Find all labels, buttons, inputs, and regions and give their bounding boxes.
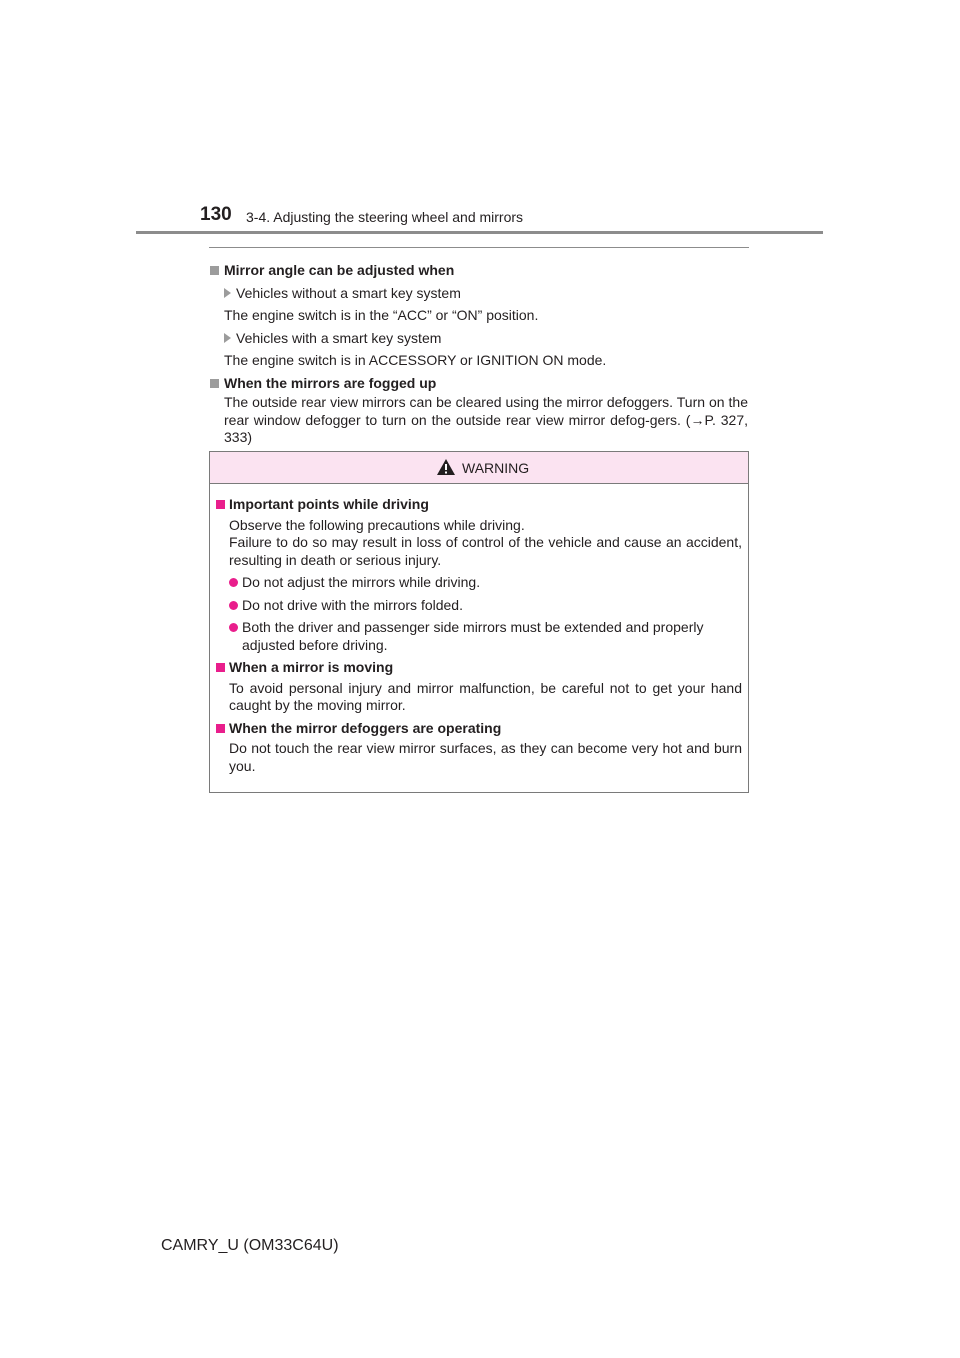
- chapter-title: 3-4. Adjusting the steering wheel and mirrors: [246, 209, 524, 225]
- main-content: [210, 257, 748, 447]
- model-code: CAMRY_U (OM33C64U): [161, 1237, 339, 1254]
- section-heading: When the mirrors are fogged up: [210, 375, 748, 393]
- warning-text: Observe the following precautions while driving.: [229, 516, 525, 533]
- warning-triangle-icon: [436, 458, 456, 481]
- content-rule: [209, 247, 749, 248]
- square-bullet-icon: [216, 663, 225, 672]
- triangle-arrow-icon: [224, 333, 231, 343]
- sub-heading: Vehicles without a smart key system: [210, 285, 748, 303]
- warning-section-heading: Important points while driving: [216, 496, 742, 514]
- warning-text: Failure to do so may result in loss of control of the vehicle and cause an accident, resulting in death or serious injury.: [229, 534, 742, 568]
- triangle-arrow-icon: [224, 288, 231, 298]
- warning-section-heading: When a mirror is moving: [216, 659, 742, 677]
- circle-bullet-icon: [229, 623, 238, 632]
- square-bullet-icon: [216, 500, 225, 509]
- body-text: The outside rear view mirrors can be cleared using the mirror defoggers. Turn on the rear window defogger to turn on the outside rear view mirror defog-gers. (→P. 327, 333): [224, 394, 748, 445]
- section-heading: Mirror angle can be adjusted when: [210, 262, 748, 280]
- warning-header: [210, 452, 748, 484]
- warning-body: [210, 484, 748, 775]
- bullet-item: Do not drive with the mirrors folded.: [216, 597, 742, 615]
- square-bullet-icon: [210, 266, 219, 275]
- body-text: The engine switch is in the “ACC” or “ON” position.: [224, 307, 539, 323]
- warning-label: WARNING: [462, 460, 530, 476]
- body-text: The engine switch is in ACCESSORY or IGNITION ON mode.: [224, 352, 607, 368]
- bullet-item: Do not adjust the mirrors while driving.: [216, 574, 742, 592]
- sub-heading: Vehicles with a smart key system: [210, 330, 748, 348]
- warning-text: Do not touch the rear view mirror surfaces, as they can become very hot and burn you.: [229, 740, 742, 774]
- header-rule: [136, 231, 823, 234]
- square-bullet-icon: [216, 724, 225, 733]
- bullet-item: Both the driver and passenger side mirrors must be extended and properly adjusted before driving.: [216, 619, 742, 654]
- circle-bullet-icon: [229, 601, 238, 610]
- square-bullet-icon: [210, 379, 219, 388]
- page-number: 130: [200, 204, 232, 225]
- warning-section-heading: When the mirror defoggers are operating: [216, 720, 742, 738]
- warning-box: [209, 451, 749, 793]
- circle-bullet-icon: [229, 578, 238, 587]
- warning-text: To avoid personal injury and mirror malfunction, be careful not to get your hand caught by the moving mirror.: [229, 679, 742, 713]
